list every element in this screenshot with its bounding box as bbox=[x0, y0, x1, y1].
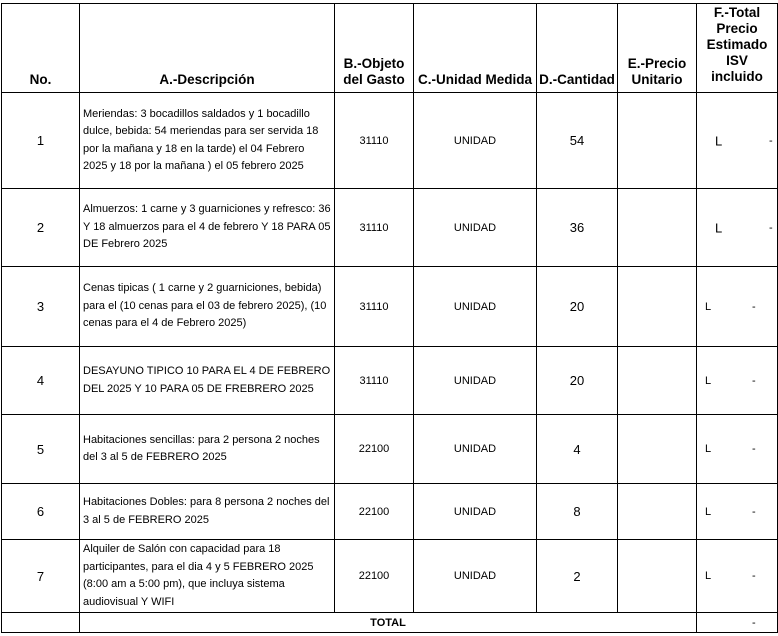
table-row bbox=[2, 347, 778, 415]
row-precio bbox=[618, 267, 697, 347]
header-unidad-medida: C.-Unidad Medida bbox=[414, 4, 537, 93]
table-row bbox=[2, 93, 778, 189]
row-unidad: UNIDAD bbox=[414, 267, 537, 347]
row-cantidad: 2 bbox=[537, 540, 618, 613]
row-total-cell bbox=[697, 415, 778, 484]
row-no: 1 bbox=[2, 93, 80, 189]
row-total: - bbox=[769, 221, 773, 234]
row-precio bbox=[618, 189, 697, 267]
row-objeto: 31110 bbox=[335, 93, 414, 189]
row-cantidad: 4 bbox=[537, 415, 618, 484]
grand-total-cell bbox=[697, 613, 778, 633]
header-total-precio: F.-Total Precio Estimado ISV incluido bbox=[697, 4, 778, 93]
row-objeto: 22100 bbox=[335, 415, 414, 484]
row-cantidad: 54 bbox=[537, 93, 618, 189]
row-no: 6 bbox=[2, 484, 80, 540]
row-cantidad: 20 bbox=[537, 267, 618, 347]
row-descripcion: Alquiler de Salón con capacidad para 18 participantes, para el dia 4 y 5 FEBRERO 2025 (8:00 am a 5:00 pm), que incluya sistema audiovisual Y WIFI bbox=[80, 540, 335, 613]
row-no: 7 bbox=[2, 540, 80, 613]
row-unidad: UNIDAD bbox=[414, 93, 537, 189]
row-descripcion: Meriendas: 3 bocadillos saldados y 1 bocadillo dulce, bebida: 54 meriendas para ser servida 18 por la mañana y 18 en la tarde) el 04 Febrero 2025 y 18 por la mañana ) el 05 febrero 2025 bbox=[80, 93, 335, 189]
grand-total: - bbox=[752, 616, 756, 629]
header-row bbox=[2, 4, 778, 93]
table-row bbox=[2, 267, 778, 347]
currency-label: L bbox=[705, 505, 712, 518]
row-total-cell bbox=[697, 189, 778, 267]
row-total-cell bbox=[697, 267, 778, 347]
currency-label: L bbox=[705, 374, 712, 387]
row-cantidad: 36 bbox=[537, 189, 618, 267]
row-total: - bbox=[752, 443, 756, 455]
table-row bbox=[2, 540, 778, 613]
header-precio-unitario: E.-Precio Unitario bbox=[618, 4, 697, 93]
header-cantidad: D.-Cantidad bbox=[537, 4, 618, 93]
currency-label: L bbox=[715, 133, 723, 148]
currency-label: L bbox=[705, 443, 712, 455]
row-no: 2 bbox=[2, 189, 80, 267]
row-descripcion: Cenas tipicas ( 1 carne y 2 guarniciones, bebida) para el (10 cenas para el 03 de febrero 2025), (10 cenas para el 4 de Febrero 2025) bbox=[80, 267, 335, 347]
table-row bbox=[2, 484, 778, 540]
row-precio bbox=[618, 415, 697, 484]
table-row bbox=[2, 189, 778, 267]
row-no: 4 bbox=[2, 347, 80, 415]
row-total-cell bbox=[697, 540, 778, 613]
header-descripcion: A.-Descripción bbox=[80, 4, 335, 93]
row-unidad: UNIDAD bbox=[414, 484, 537, 540]
row-unidad: UNIDAD bbox=[414, 540, 537, 613]
row-precio bbox=[618, 347, 697, 415]
row-objeto: 22100 bbox=[335, 540, 414, 613]
row-descripcion: Habitaciones sencillas: para 2 persona 2 noches del 3 al 5 de FEBRERO 2025 bbox=[80, 415, 335, 484]
header-objeto-gasto: B.-Objeto del Gasto bbox=[335, 4, 414, 93]
total-label: TOTAL bbox=[80, 613, 697, 633]
row-total: - bbox=[752, 570, 756, 582]
total-row bbox=[2, 613, 778, 633]
currency-label: L bbox=[715, 220, 723, 235]
row-total: - bbox=[752, 505, 756, 518]
row-descripcion: Almuerzos: 1 carne y 3 guarniciones y refresco: 36 Y 18 almuerzos para el 4 de febrero Y 18 PARA 05 DE Febrero 2025 bbox=[80, 189, 335, 267]
row-no: 5 bbox=[2, 415, 80, 484]
row-unidad: UNIDAD bbox=[414, 347, 537, 415]
row-cantidad: 8 bbox=[537, 484, 618, 540]
row-cantidad: 20 bbox=[537, 347, 618, 415]
row-total-cell bbox=[697, 93, 778, 189]
row-total: - bbox=[752, 300, 756, 313]
row-objeto: 31110 bbox=[335, 189, 414, 267]
table-row bbox=[2, 415, 778, 484]
row-total-cell bbox=[697, 484, 778, 540]
currency-label: L bbox=[705, 300, 712, 313]
header-no: No. bbox=[2, 4, 80, 93]
row-unidad: UNIDAD bbox=[414, 189, 537, 267]
row-total: - bbox=[769, 134, 773, 147]
total-spacer bbox=[2, 613, 80, 633]
currency-label: L bbox=[705, 570, 712, 582]
row-objeto: 22100 bbox=[335, 484, 414, 540]
row-total-cell bbox=[697, 347, 778, 415]
row-precio bbox=[618, 484, 697, 540]
row-descripcion: DESAYUNO TIPICO 10 PARA EL 4 DE FEBRERO DEL 2025 Y 10 PARA 05 DE FREBRERO 2025 bbox=[80, 347, 335, 415]
row-unidad: UNIDAD bbox=[414, 415, 537, 484]
row-descripcion: Habitaciones Dobles: para 8 persona 2 noches del 3 al 5 de FEBRERO 2025 bbox=[80, 484, 335, 540]
row-precio bbox=[618, 93, 697, 189]
row-precio bbox=[618, 540, 697, 613]
row-objeto: 31110 bbox=[335, 267, 414, 347]
row-objeto: 31110 bbox=[335, 347, 414, 415]
row-no: 3 bbox=[2, 267, 80, 347]
row-total: - bbox=[752, 374, 756, 387]
cost-table bbox=[1, 3, 778, 633]
